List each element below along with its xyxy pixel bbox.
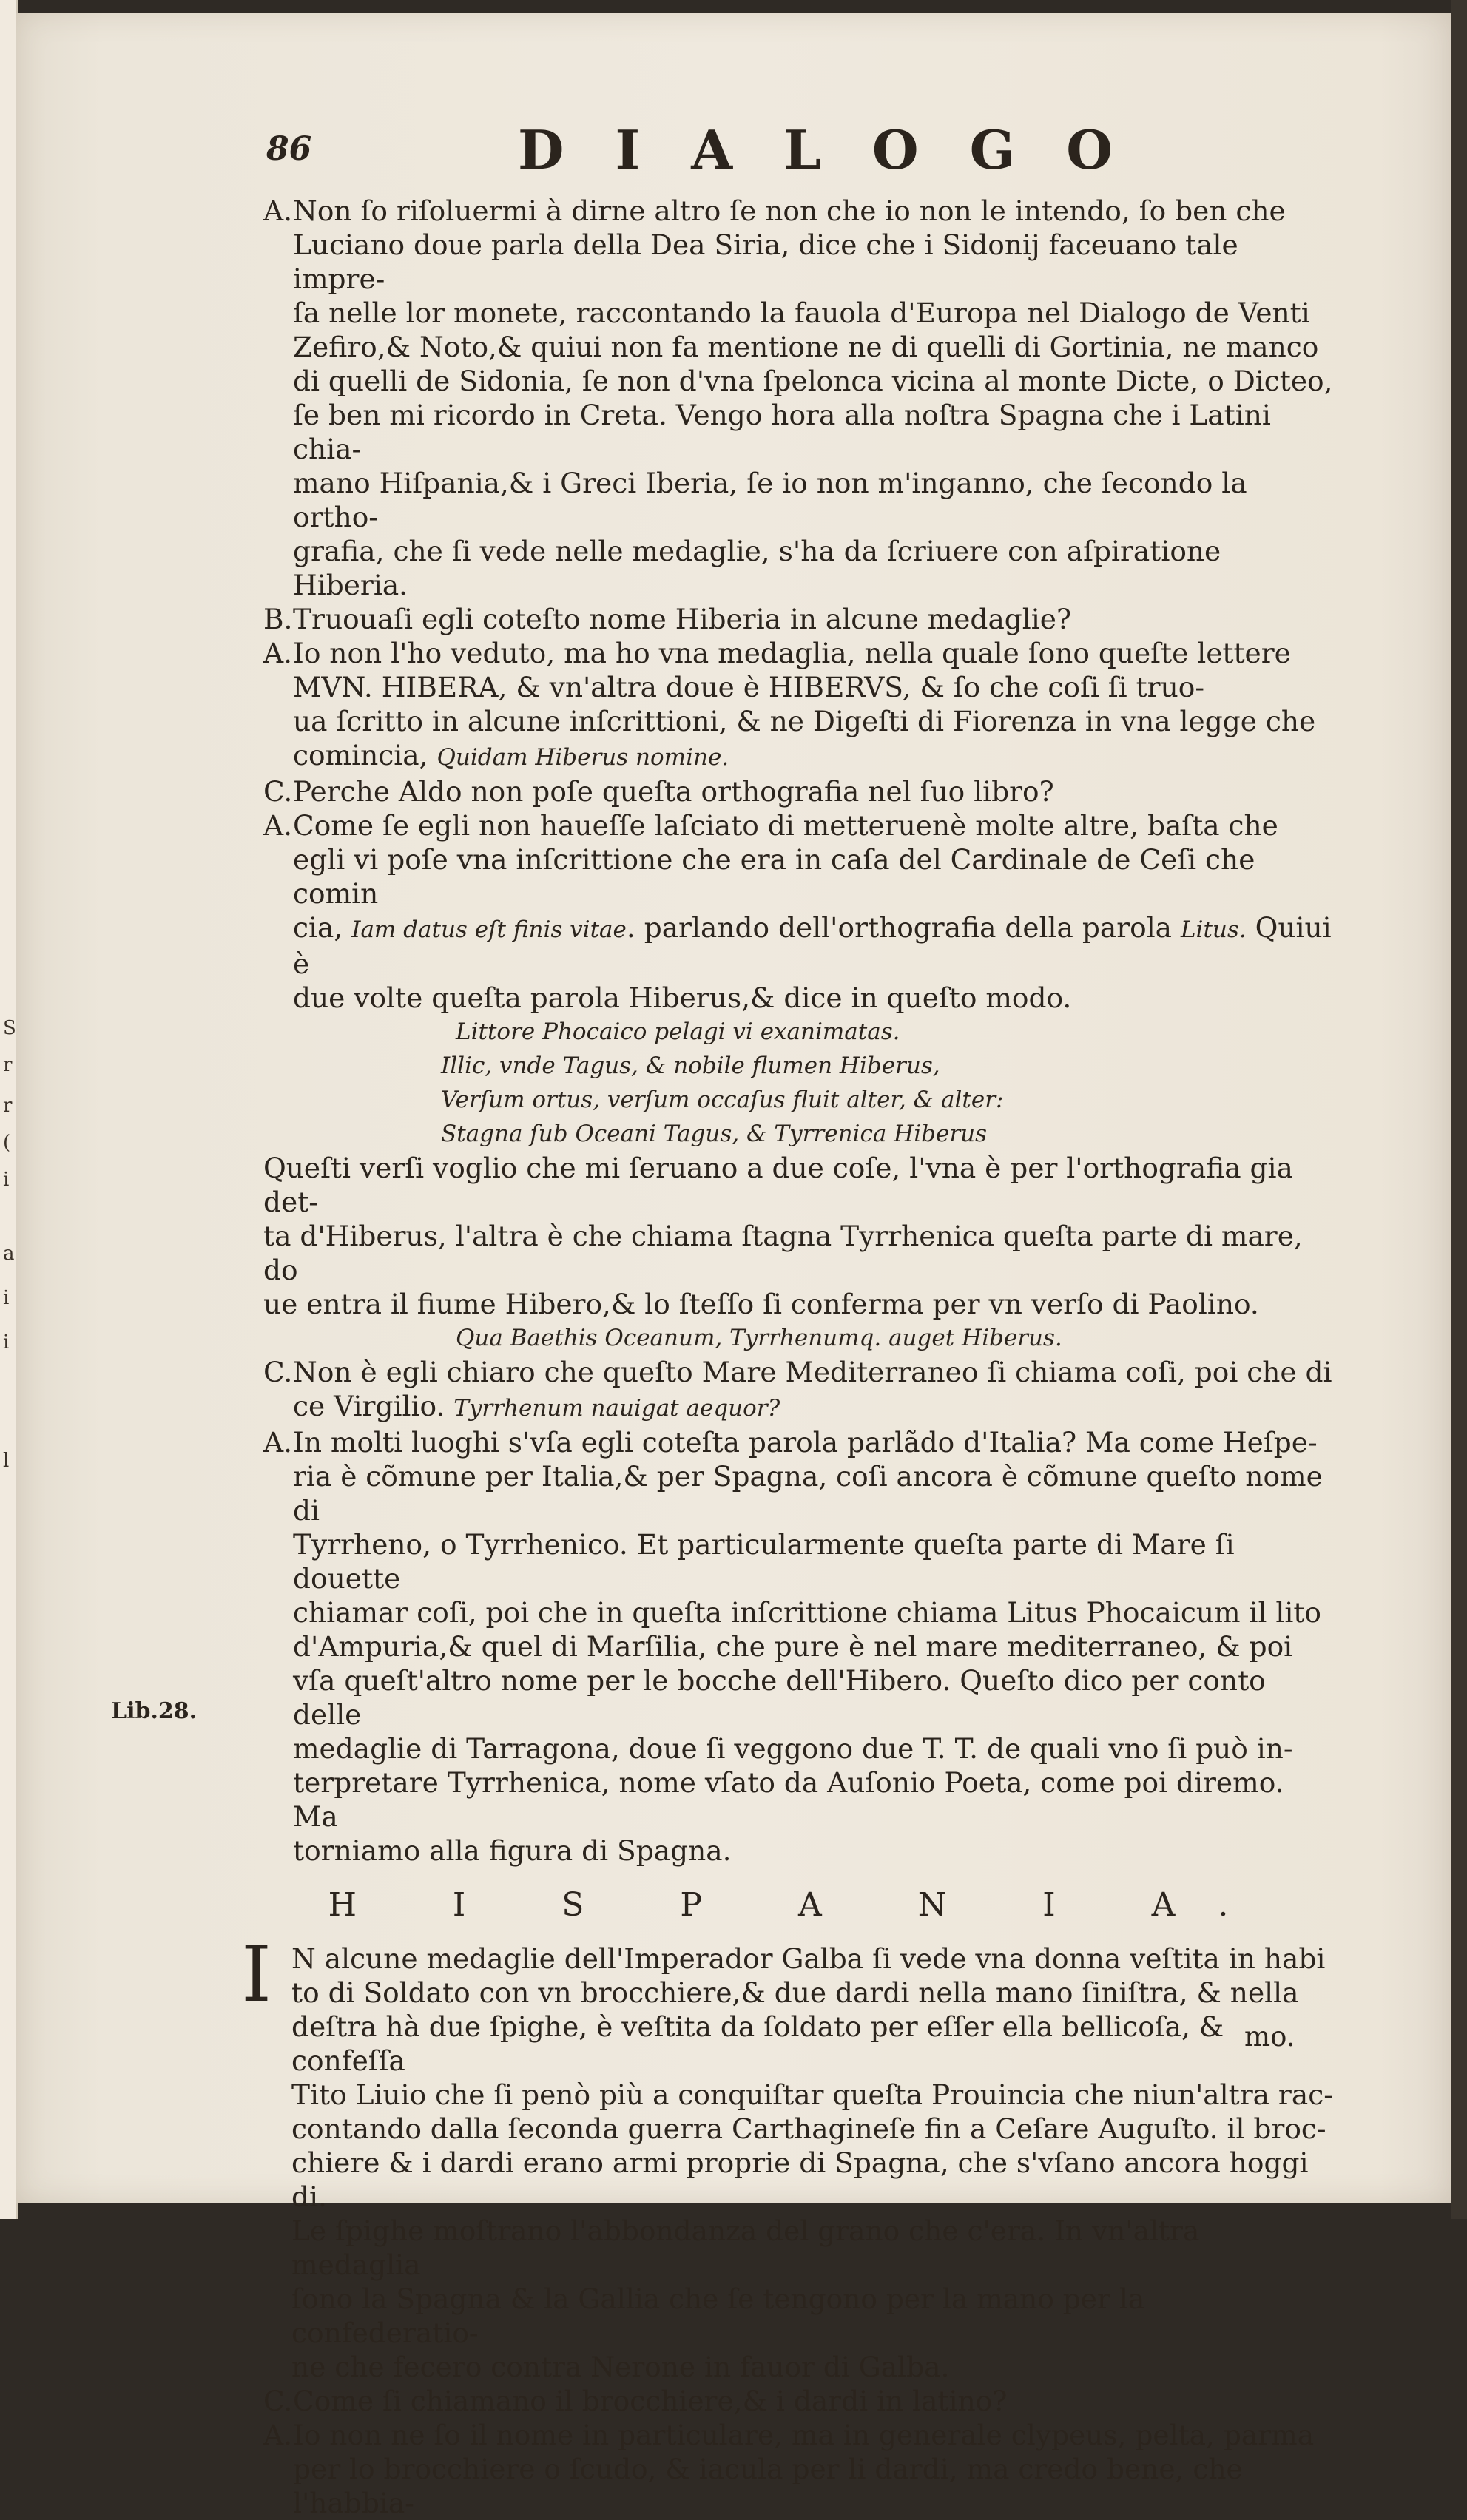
- speaker-label: A.: [263, 195, 293, 227]
- text-line: Non ſo riſoluermi à dirne altro ſe non che io non le intendo, ſo ben che: [293, 195, 1286, 227]
- text-line: Come ſi chiamano il brocchiere,& i dardi in latino?: [293, 2385, 1008, 2417]
- verse-quotation: [263, 1015, 1336, 1151]
- text-line: [293, 738, 1336, 774]
- running-head: D I A L O G O: [518, 118, 1129, 181]
- drop-cap: I: [241, 1929, 272, 2019]
- margin-note: Lib.28.: [111, 1698, 198, 1724]
- text-line: Non è egli chiaro che queſto Mare Mediterraneo ſi chiama coſi, poi che di: [293, 1356, 1332, 1388]
- text-line: Perche Aldo non poſe queſta orthografia nel ſuo libro?: [293, 775, 1054, 808]
- text-line: Luciano doue parla della Dea Siria, dice che i Sidonij faceuano tale impre-: [293, 229, 1238, 295]
- speaker-label: A.: [263, 1426, 293, 1459]
- text-segment: comincia,: [293, 739, 437, 771]
- text-line: chiamar coſi, poi che in queſta inſcrittione chiama Litus Phocaicum il lito: [293, 1596, 1321, 1629]
- verse-line: Illic, vnde Tagus, & nobile flumen Hiberus,: [441, 1053, 940, 1079]
- latin-word: Litus.: [1180, 916, 1247, 943]
- text-line: per lo brocchiere o ſcudo, & iacula per li dardi, ma credo bene, che l'habbia-: [293, 2453, 1243, 2519]
- speaker-label: C.: [263, 775, 293, 808]
- speaker-label: A.: [263, 637, 293, 669]
- speech: [263, 774, 1336, 808]
- text-line: Come ſe egli non haueſſe laſciato di metteruenè molte altre, baſta che: [293, 809, 1278, 842]
- speech: [263, 602, 1336, 636]
- margin-fragment: S: [3, 1017, 16, 1039]
- latin-quote: Iam datus eſt finis vitae: [351, 916, 627, 943]
- verse-paolino: Qua Baethis Oceanum, Tyrrhenumq. auget Hiberus.: [456, 1325, 1062, 1351]
- text-line: Truouaſi egli coteſto nome Hiberia in alcune medaglie?: [293, 603, 1072, 635]
- text-line: ue entra il fiume Hibero,& lo ſteſſo ſi conferma per vn verſo di Paolino.: [263, 1288, 1259, 1320]
- speech: [263, 194, 1336, 602]
- margin-fragment: r: [3, 1095, 13, 1117]
- text-line: ne che fecero contra Nerone in fauor di Galba.: [291, 2351, 950, 2383]
- margin-fragment: r: [3, 1054, 13, 1076]
- text-line: medaglie di Tarragona, doue ſi veggono due T. T. de quali vno ſi può in-: [293, 1732, 1293, 1765]
- text-line: Queſti verſi voglio che mi ſeruano a due coſe, l'vna è per l'orthografia gia det-: [263, 1152, 1293, 1218]
- hispania-paragraph: [241, 1929, 1336, 2384]
- speech: [263, 636, 1336, 774]
- text-segment: Quiui è: [293, 911, 1332, 980]
- text-line: terpretare Tyrrhenica, nome vſato da Auſonio Poeta, come poi diremo. Ma: [293, 1766, 1284, 1833]
- text-line: Io non ne ſo il nome in particulare, ma in generale clypeus, pelta, parma: [293, 2419, 1315, 2451]
- hispania-lines: [291, 1942, 1336, 2384]
- dialogue-part-4: [263, 2384, 1336, 2520]
- speech: [263, 2384, 1336, 2418]
- margin-fragment: i: [3, 1331, 10, 1354]
- text-line: vſa queſt'altro nome per le bocche dell'Hibero. Queſto dico per conto delle: [293, 1664, 1266, 1731]
- text-line: ſe ben mi ricordo in Creta. Vengo hora alla noſtra Spagna che i Latini chia-: [293, 399, 1271, 465]
- text-line: N alcune medaglie dell'Imperador Galba ſi vede vna donna veſtita in habi: [291, 1942, 1326, 1975]
- speaker-label: B.: [263, 603, 293, 635]
- latin-quote: Tyrrhenum nauigat aequor?: [453, 1395, 780, 1422]
- text-line: Tito Liuio che ſi penò più a conquiſtar queſta Prouincia che niun'altra rac-: [291, 2078, 1333, 2111]
- text-line: ria è cõmune per Italia,& per Spagna, coſi ancora è cõmune queſto nome di: [293, 1460, 1323, 1527]
- speech: [263, 808, 1336, 1015]
- dialogue-part-3: [263, 1355, 1336, 1868]
- text-segment: cia,: [293, 911, 352, 944]
- catchword: mo.: [1244, 2021, 1295, 2053]
- text-line: MVN. HIBERA, & vn'altra doue è HIBERVS, & ſo che coſi ſi truo-: [293, 671, 1204, 703]
- text-line: torniamo alla figura di Spagna.: [293, 1834, 732, 1867]
- text-line: In molti luoghi s'vſa egli coteſta parola parlãdo d'Italia? Ma come Heſpe-: [293, 1426, 1318, 1459]
- speech: [263, 1355, 1336, 1425]
- verse-line: Littore Phocaico pelagi vi exanimatas.: [456, 1019, 900, 1045]
- text-line: deſtra hà due ſpighe, è veſtita da ſoldato per eſſer ella bellicoſa, & confeſſa: [291, 2010, 1224, 2077]
- speech: [263, 1425, 1336, 1868]
- text-line: ta d'Hiberus, l'altra è che chiama ſtagna Tyrrhenica queſta parte di mare, do: [263, 1220, 1303, 1286]
- text-line: to di Soldato con vn brocchiere,& due dardi nella mano ſiniſtra, & nella: [291, 1976, 1299, 2009]
- margin-fragment: (: [3, 1132, 11, 1154]
- speaker-label: A.: [263, 2419, 293, 2451]
- speaker-label: A.: [263, 809, 293, 842]
- text-line: Zefiro,& Noto,& quiui non fa mentione ne di quelli di Gortinia, ne manco: [293, 331, 1319, 363]
- text-line: Tyrrheno, o Tyrrhenico. Et particularmente queſta parte di Mare ſi douette: [293, 1528, 1235, 1595]
- text-line: Io non l'ho veduto, ma ho vna medaglia, nella quale ſono queſte lettere: [293, 637, 1291, 669]
- margin-fragment: a: [3, 1243, 15, 1265]
- speech: [263, 2418, 1336, 2520]
- main-text: [241, 194, 1336, 2520]
- commentary-paragraph: [263, 1151, 1336, 1321]
- verse-line: Verſum ortus, verſum occaſus fluit alter, & alter:: [441, 1087, 1004, 1113]
- verse-line: Stagna ſub Oceani Tagus, & Tyrrenica Hiberus: [441, 1121, 988, 1147]
- speaker-label: C.: [263, 2385, 293, 2417]
- margin-fragment: i: [3, 1169, 10, 1191]
- text-line: ſono la Spagna & la Gallia che ſe tengono per la mano per la confederatio-: [291, 2283, 1145, 2349]
- text-segment: ce Virgilio.: [293, 1390, 454, 1422]
- margin-fragment: i: [3, 1287, 10, 1309]
- margin-fragment: l: [3, 1450, 10, 1472]
- text-line: contando dalla ſeconda guerra Carthagineſe fin a Ceſare Auguſto. il broc-: [291, 2112, 1326, 2145]
- text-line: [293, 911, 1336, 981]
- text-line: due volte queſta parola Hiberus,& dice in queſto modo.: [293, 982, 1072, 1014]
- text-line: chiere & i dardi erano armi proprie di Spagna, che s'vſano ancora hoggi di.: [291, 2146, 1309, 2213]
- text-line: di quelli de Sidonia, ſe non d'vna ſpelonca vicina al monte Dicte, o Dicteo,: [293, 365, 1333, 397]
- text-line: d'Ampuria,& quel di Marſilia, che pure è nel mare mediterraneo, & poi: [293, 1630, 1293, 1663]
- section-title: H I S P A N I A.: [328, 1886, 1272, 1924]
- dialogue-part-1: [263, 194, 1336, 1015]
- text-line: grafia, che ſi vede nelle medaglie, s'ha da ſcriuere con aſpiratione Hiberia.: [293, 535, 1221, 601]
- page-number: 86: [266, 130, 312, 168]
- text-line: Le ſpighe moſtrano l'abbondanza del grano che c'era. In vn'altra medaglia: [291, 2215, 1200, 2281]
- text-segment: . parlando dell'orthografia della parola: [626, 911, 1181, 944]
- text-line: ua ſcritto in alcune inſcrittioni, & ne Digeſti di Fiorenza in vna legge che: [293, 705, 1316, 737]
- page-edge: [1451, 0, 1467, 2219]
- latin-quote: Quidam Hiberus nomine.: [436, 744, 729, 771]
- text-line: [293, 1389, 1336, 1425]
- text-line: ſa nelle lor monete, raccontando la fauola d'Europa nel Dialogo de Venti: [293, 297, 1310, 329]
- text-line: mano Hiſpania,& i Greci Iberia, ſe io non m'inganno, che ſecondo la ortho-: [293, 467, 1247, 533]
- speaker-label: C.: [263, 1356, 293, 1388]
- text-line: egli vi poſe vna inſcrittione che era in caſa del Cardinale de Ceſi che comin: [293, 843, 1255, 910]
